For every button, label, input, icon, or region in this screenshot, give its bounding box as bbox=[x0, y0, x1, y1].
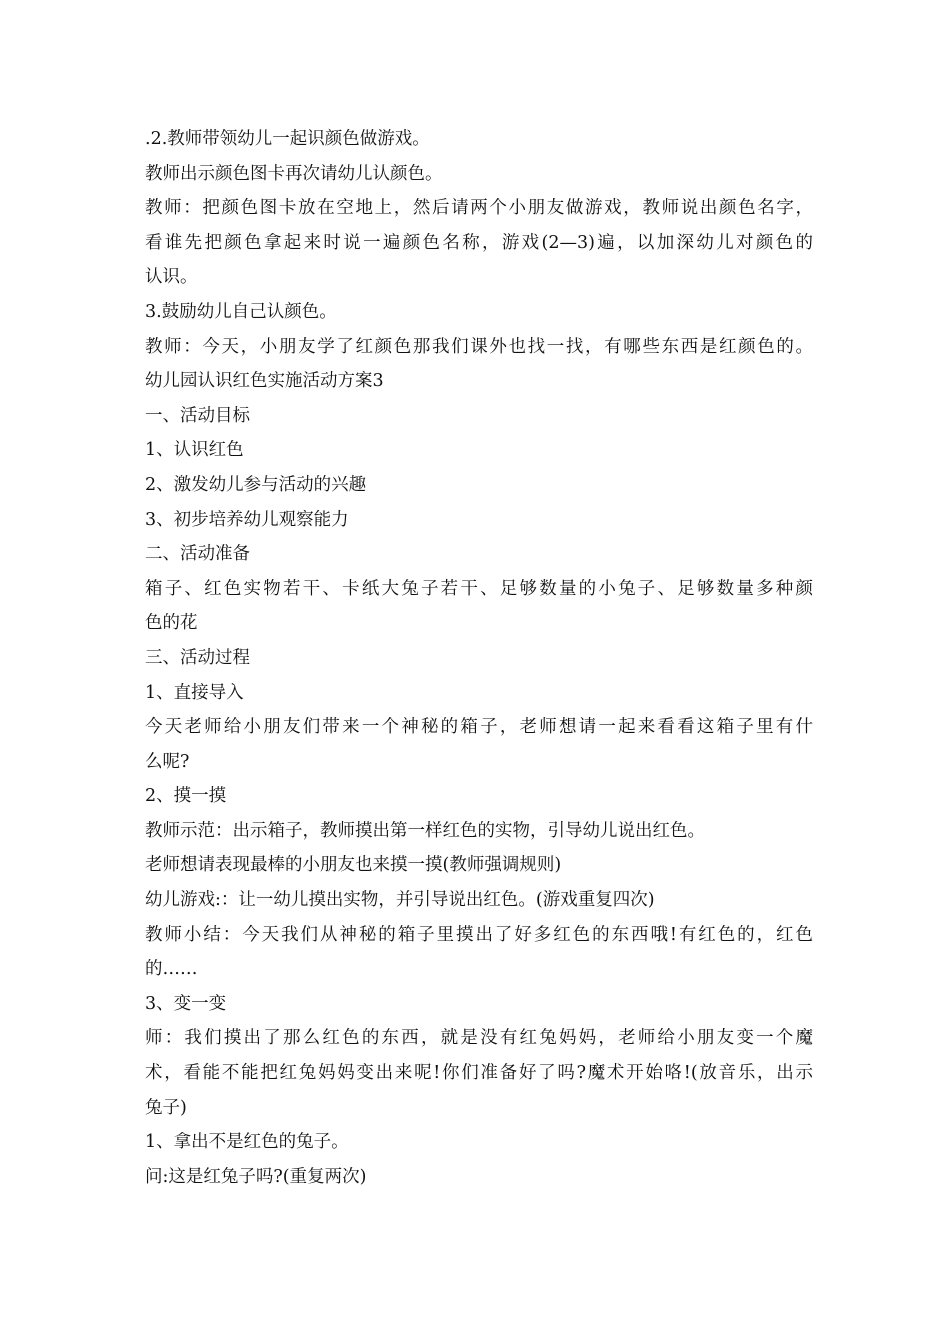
list-item: 1、直接导入 bbox=[145, 682, 244, 703]
text-line: 教师示范：出示箱子，教师摸出第一样红色的实物，引导幼儿说出红色。 bbox=[145, 820, 705, 841]
text-line: 的…… bbox=[145, 959, 198, 980]
list-item: 3、变一变 bbox=[145, 993, 227, 1014]
list-item: 2、激发幼儿参与活动的兴趣 bbox=[145, 474, 367, 495]
text-line: 术，看能不能把红兔妈妈变出来呢!你们准备好了吗?魔术开始咯!(放音乐，出示 bbox=[145, 1063, 813, 1084]
list-item: 1、拿出不是红色的兔子。 bbox=[145, 1132, 349, 1153]
text-line: 师：我们摸出了那么红色的东西，就是没有红兔妈妈，老师给小朋友变一个魔 bbox=[145, 1028, 813, 1049]
list-item: 3、初步培养幼儿观察能力 bbox=[145, 509, 349, 530]
text-line: 兔子) bbox=[145, 1097, 187, 1118]
section-title: 幼儿园认识红色实施活动方案3 bbox=[145, 371, 384, 392]
text-line: 认识。 bbox=[145, 267, 198, 288]
text-line: 幼儿游戏:：让一幼儿摸出实物，并引导说出红色。(游戏重复四次) bbox=[145, 890, 655, 911]
text-line: 教师：把颜色图卡放在空地上，然后请两个小朋友做游戏，教师说出颜色名字， bbox=[145, 198, 813, 219]
document-body bbox=[145, 122, 813, 1194]
text-line: 问:这是红兔子吗?(重复两次) bbox=[145, 1166, 367, 1187]
text-line: 教师：今天，小朋友学了红颜色那我们课外也找一找，有哪些东西是红颜色的。 bbox=[145, 336, 813, 357]
section-heading: 一、活动目标 bbox=[145, 405, 250, 426]
text-line: 3.鼓励幼儿自己认颜色。 bbox=[145, 301, 337, 322]
text-line: 看谁先把颜色拿起来时说一遍颜色名称，游戏(2—3)遍，以加深幼儿对颜色的 bbox=[145, 232, 813, 253]
text-line: 今天老师给小朋友们带来一个神秘的箱子，老师想请一起来看看这箱子里有什 bbox=[145, 717, 813, 738]
list-item: 1、认识红色 bbox=[145, 440, 244, 461]
section-heading: 三、活动过程 bbox=[145, 647, 250, 668]
text-line: .2.教师带领幼儿一起识颜色做游戏。 bbox=[145, 129, 430, 149]
section-heading: 二、活动准备 bbox=[145, 544, 250, 565]
text-line: 教师小结：今天我们从神秘的箱子里摸出了好多红色的东西哦!有红色的，红色 bbox=[145, 924, 813, 945]
text-line: 箱子、红色实物若干、卡纸大兔子若干、足够数量的小兔子、足够数量多种颜 bbox=[145, 578, 813, 599]
text-line: 老师想请表现最棒的小朋友也来摸一摸(教师强调规则) bbox=[145, 855, 562, 876]
text-line: 教师出示颜色图卡再次请幼儿认颜色。 bbox=[145, 163, 443, 184]
text-line: 么呢? bbox=[145, 751, 190, 772]
text-line: 色的花 bbox=[145, 613, 198, 634]
list-item: 2、摸一摸 bbox=[145, 786, 227, 807]
